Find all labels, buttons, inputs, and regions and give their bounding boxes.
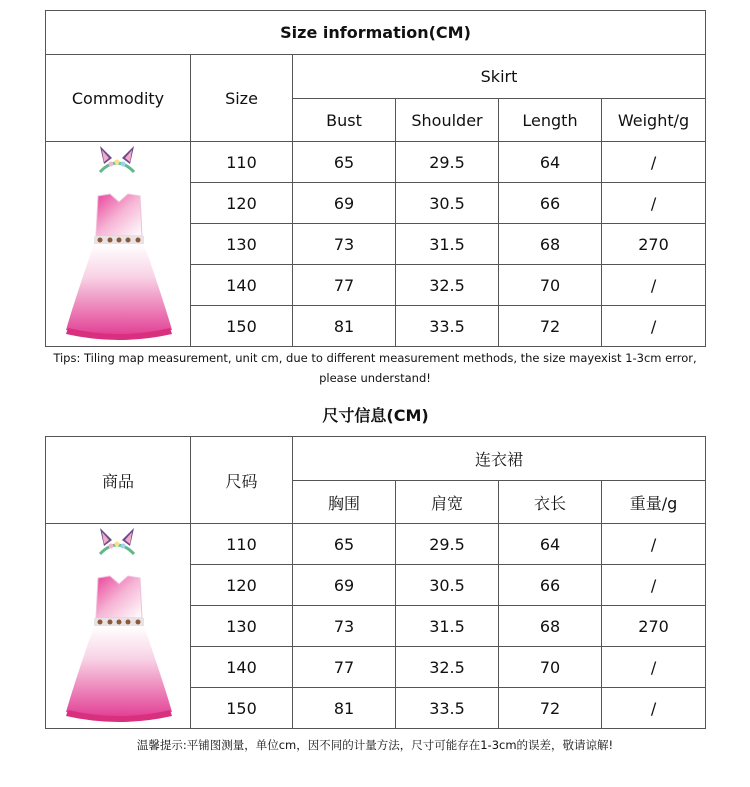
tips-cn	[45, 735, 705, 755]
cell-bust: 81	[293, 306, 396, 347]
header-shoulder: Shoulder	[396, 99, 499, 142]
dress-icon	[64, 192, 174, 342]
cell-length: 66	[499, 565, 602, 606]
cell-weight: /	[602, 306, 706, 347]
cell-length: 68	[499, 606, 602, 647]
size-table-cn	[45, 393, 706, 729]
table-row	[46, 142, 706, 183]
cell-weight: /	[602, 142, 706, 183]
tips-line: 温馨提示:平铺图测量，单位cm，因不同的计量方法，尺寸可能存在1-3cm的误差，敬请谅解!	[136, 738, 614, 752]
cell-size: 140	[191, 647, 293, 688]
cell-bust: 73	[293, 224, 396, 265]
cell-size: 140	[191, 265, 293, 306]
size-table-cn-block	[45, 393, 705, 729]
cell-weight: /	[602, 524, 706, 565]
cell-length: 66	[499, 183, 602, 224]
table-title: 尺寸信息(CM)	[46, 393, 706, 437]
cell-weight: /	[602, 183, 706, 224]
cell-weight: /	[602, 565, 706, 606]
header-length: 衣长	[499, 481, 602, 524]
size-table-en-block	[45, 10, 705, 347]
cell-shoulder: 32.5	[396, 647, 499, 688]
header-commodity: 商品	[46, 437, 191, 524]
product-image-cell	[46, 142, 191, 347]
cell-weight: 270	[602, 224, 706, 265]
headband-icon	[94, 144, 140, 178]
cell-size: 150	[191, 688, 293, 729]
cell-bust: 73	[293, 606, 396, 647]
header-dress: 连衣裙	[293, 437, 706, 481]
product-image-cell	[46, 524, 191, 729]
cell-length: 64	[499, 142, 602, 183]
cell-bust: 65	[293, 524, 396, 565]
dress-icon	[64, 574, 174, 724]
cell-length: 70	[499, 647, 602, 688]
cell-bust: 81	[293, 688, 396, 729]
cell-length: 72	[499, 688, 602, 729]
cell-shoulder: 31.5	[396, 606, 499, 647]
cell-size: 120	[191, 565, 293, 606]
header-size: 尺码	[191, 437, 293, 524]
cell-weight: 270	[602, 606, 706, 647]
cell-bust: 69	[293, 565, 396, 606]
cell-length: 68	[499, 224, 602, 265]
header-shoulder: 肩宽	[396, 481, 499, 524]
cell-shoulder: 29.5	[396, 524, 499, 565]
cell-size: 130	[191, 224, 293, 265]
header-commodity: Commodity	[46, 55, 191, 142]
cell-size: 120	[191, 183, 293, 224]
tips-line: please understand!	[319, 371, 431, 385]
cell-shoulder: 29.5	[396, 142, 499, 183]
cell-shoulder: 31.5	[396, 224, 499, 265]
size-table-en	[45, 10, 706, 347]
cell-length: 70	[499, 265, 602, 306]
header-size: Size	[191, 55, 293, 142]
table-title: Size information(CM)	[46, 11, 706, 55]
cell-weight: /	[602, 647, 706, 688]
tips-en	[45, 348, 705, 388]
headband-icon	[94, 526, 140, 560]
cell-length: 72	[499, 306, 602, 347]
cell-shoulder: 33.5	[396, 306, 499, 347]
header-bust: Bust	[293, 99, 396, 142]
cell-shoulder: 32.5	[396, 265, 499, 306]
header-weight: Weight/g	[602, 99, 706, 142]
cell-size: 130	[191, 606, 293, 647]
cell-shoulder: 30.5	[396, 183, 499, 224]
cell-bust: 65	[293, 142, 396, 183]
cell-weight: /	[602, 688, 706, 729]
cell-shoulder: 30.5	[396, 565, 499, 606]
table-row	[46, 524, 706, 565]
header-length: Length	[499, 99, 602, 142]
cell-size: 110	[191, 142, 293, 183]
cell-length: 64	[499, 524, 602, 565]
cell-size: 110	[191, 524, 293, 565]
header-bust: 胸围	[293, 481, 396, 524]
cell-bust: 77	[293, 647, 396, 688]
cell-size: 150	[191, 306, 293, 347]
cell-bust: 69	[293, 183, 396, 224]
cell-shoulder: 33.5	[396, 688, 499, 729]
tips-line: Tips: Tiling map measurement, unit cm, due to different measurement methods, the size mayexist 1-3cm error,	[53, 351, 697, 365]
header-skirt: Skirt	[293, 55, 706, 99]
cell-weight: /	[602, 265, 706, 306]
header-weight: 重量/g	[602, 481, 706, 524]
cell-bust: 77	[293, 265, 396, 306]
